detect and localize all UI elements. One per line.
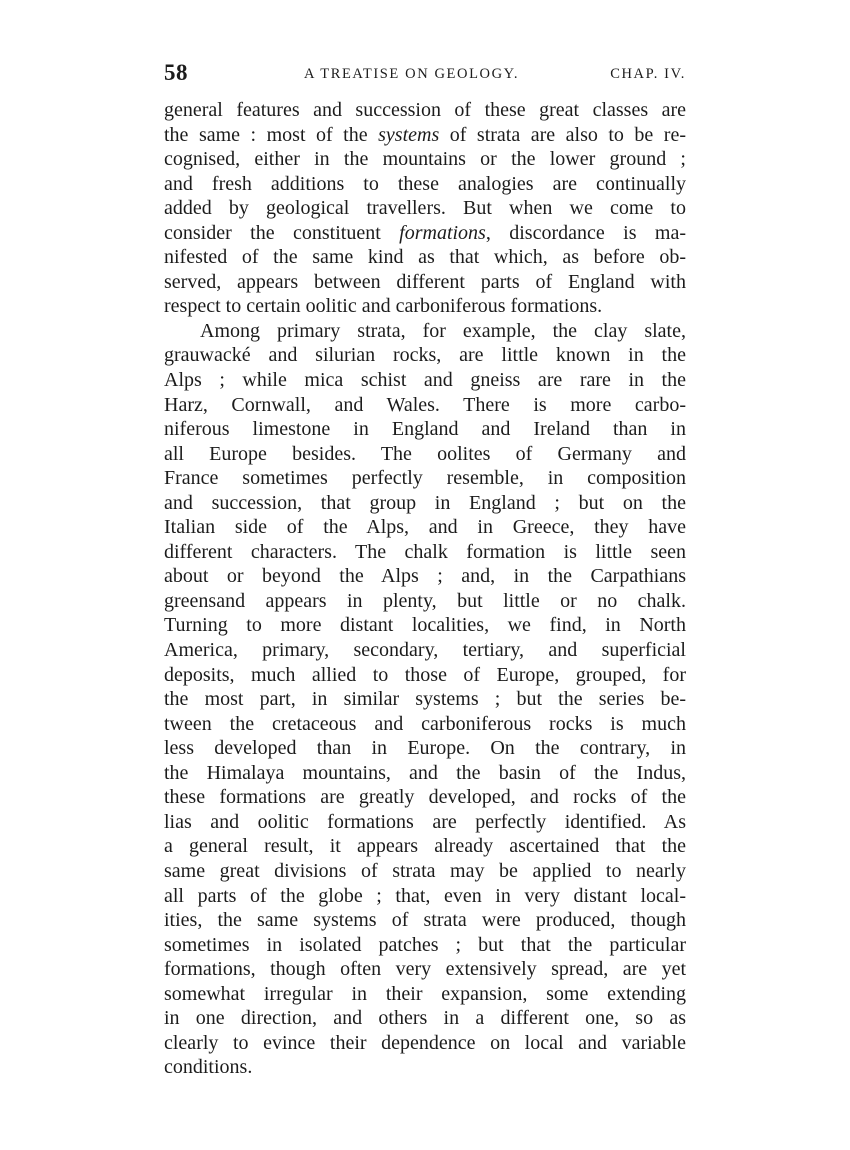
text-line: somewhat irregular in their expansion, some extending (164, 982, 686, 1005)
text-line: Harz, Cornwall, and Wales. There is more carbo- (164, 393, 686, 416)
text-line: conditions. (164, 1056, 253, 1079)
text-line: deposits, much allied to those of Europe, grouped, for (164, 663, 686, 686)
text-line: different characters. The chalk formation is little seen (164, 540, 686, 563)
text-line: all parts of the globe ; that, even in very distant local- (164, 884, 686, 907)
text-line: tween the cretaceous and carboniferous rocks is much (164, 712, 686, 735)
body-text (164, 98, 686, 1080)
text-line: the Himalaya mountains, and the basin of the Indus, (164, 761, 686, 784)
text-line: niferous limestone in England and Ireland than in (164, 418, 686, 441)
text-line: greensand appears in plenty, but little or no chalk. (164, 589, 686, 612)
text-line: formations, though often very extensively spread, are yet (164, 958, 686, 981)
text-line: these formations are greatly developed, and rocks of the (164, 786, 686, 809)
text-line: all Europe besides. The oolites of Germany and (164, 442, 686, 465)
paragraph-first-line: Among primary strata, for example, the clay slate, (200, 319, 686, 342)
text-line: nifested of the same kind as that which, as before ob- (164, 246, 686, 269)
text-line: and fresh additions to these analogies are continually (164, 172, 686, 195)
page-number: 58 (164, 60, 188, 85)
text-line: in one direction, and others in a different one, so as (164, 1007, 686, 1030)
text-line: Italian side of the Alps, and in Greece, they have (164, 516, 686, 539)
text-line: about or beyond the Alps ; and, in the Carpathians (164, 565, 686, 588)
text-line: and succession, that group in England ; but on the (164, 491, 686, 514)
text-line: served, appears between different parts of England with (164, 270, 686, 293)
text-line: the same : most of the systems of strata are also to be re- (164, 123, 687, 146)
text-line: cognised, either in the mountains or the lower ground ; (164, 148, 686, 171)
text-line: consider the constituent formations, discordance is ma- (164, 221, 686, 244)
text-line: less developed than in Europe. On the contrary, in (164, 737, 686, 760)
text-line: general features and succession of these great classes are (164, 99, 686, 121)
text-line: lias and oolitic formations are perfectly identified. As (164, 810, 686, 833)
text-line: same great divisions of strata may be applied to nearly (164, 859, 686, 882)
text-line: America, primary, secondary, tertiary, and superficial (164, 639, 686, 662)
text-line: the most part, in similar systems ; but the series be- (164, 688, 686, 711)
running-header (164, 60, 686, 90)
running-title: A TREATISE ON GEOLOGY. (304, 66, 520, 82)
text-line: sometimes in isolated patches ; but that the particular (164, 933, 686, 956)
chapter-label: CHAP. IV. (610, 66, 686, 82)
text-line: added by geological travellers. But when we come to (164, 197, 686, 220)
text-line: a general result, it appears already ascertained that the (164, 835, 686, 858)
text-line: Alps ; while mica schist and gneiss are rare in the (164, 369, 686, 392)
text-line: ities, the same systems of strata were produced, though (164, 909, 686, 932)
text-line: respect to certain oolitic and carboniferous formations. (164, 295, 603, 318)
text-line: clearly to evince their dependence on local and variable (164, 1031, 686, 1054)
text-line: France sometimes perfectly resemble, in composition (164, 467, 686, 490)
text-line: Turning to more distant localities, we find, in North (164, 614, 686, 637)
text-line: grauwacké and silurian rocks, are little known in the (164, 344, 686, 367)
